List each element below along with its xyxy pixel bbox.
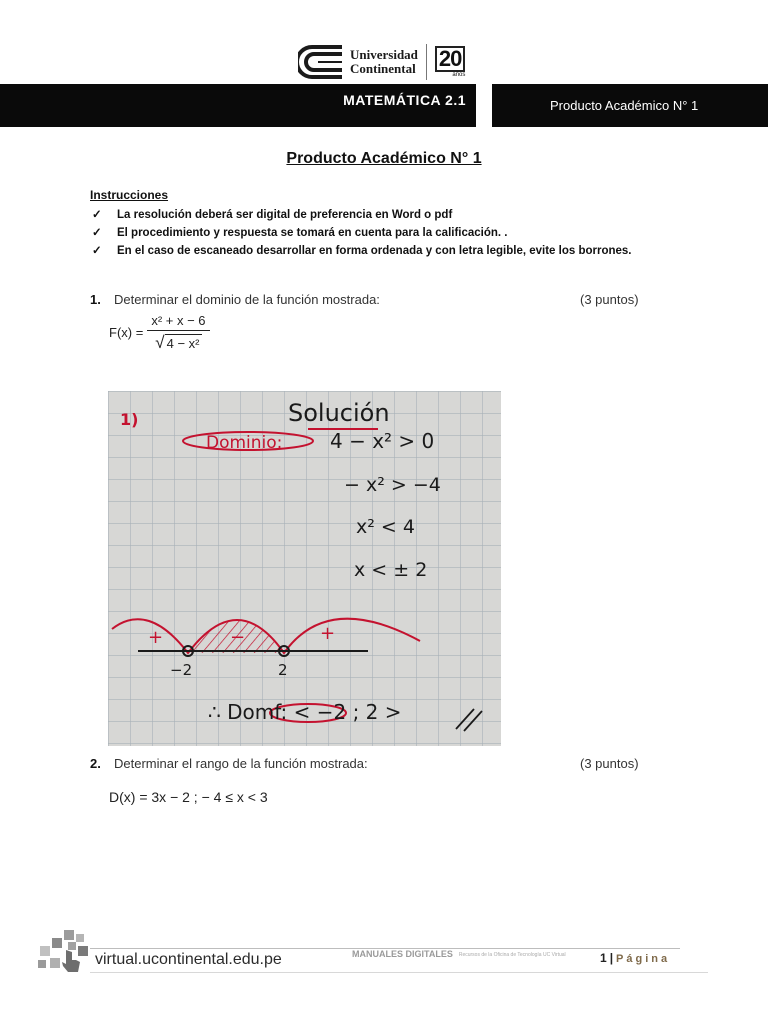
product-banner — [492, 84, 768, 127]
solution-step: x < ± 2 — [354, 559, 428, 581]
logo-separator — [426, 44, 427, 80]
square-root-icon: √ — [155, 333, 165, 352]
solution-heading: Solución — [288, 399, 390, 427]
question-1-formula — [109, 313, 210, 351]
course-banner — [0, 84, 476, 127]
checkmark-icon: ✓ — [92, 227, 102, 239]
sign-label: + — [320, 623, 336, 644]
question-number: 1. — [90, 292, 101, 307]
question-points: (3 puntos) — [580, 292, 639, 307]
fraction — [147, 313, 209, 351]
question-2 — [90, 756, 650, 771]
point-label: −2 — [170, 661, 193, 679]
fraction-numerator: x² + x − 6 — [147, 313, 209, 331]
manuales-digitales-logo — [352, 950, 566, 959]
solution-step: x² < 4 — [356, 516, 415, 538]
checkmark-icon: ✓ — [92, 209, 102, 221]
manuales-subtitle: Recursos de la Oficina de Tecnología UC Virtual — [458, 951, 566, 958]
product-title: Producto Académico N° 1 — [550, 98, 699, 113]
fraction-denominator: 4 − x² — [166, 336, 200, 351]
instructions-heading: Instrucciones — [90, 188, 169, 202]
document-title: Producto Académico N° 1 — [286, 150, 482, 167]
handwritten-solution-photo — [108, 391, 501, 746]
question-number: 2. — [90, 756, 101, 771]
question-points: (3 puntos) — [580, 756, 639, 771]
question-text: Determinar el rango de la función mostrada: — [114, 756, 368, 771]
page-number: 1 | Página — [600, 951, 671, 965]
solution-result: ∴ Domf: < −2 ; 2 > — [208, 700, 402, 724]
instructions-list — [92, 206, 632, 260]
question-1 — [90, 292, 650, 307]
solution-label: Dominio: — [206, 433, 283, 453]
footer-rule — [90, 972, 708, 973]
formula-lhs: F(x) = — [109, 324, 144, 340]
footer-url: virtual.ucontinental.edu.pe — [95, 951, 282, 968]
list-item: ✓ La resolución deberá ser digital de preferencia en Word o pdf — [92, 206, 632, 224]
university-logo-icon — [298, 44, 344, 80]
point-label: 2 — [278, 661, 288, 679]
university-name: Universidad Continental — [350, 47, 418, 76]
question-2-formula: D(x) = 3x − 2 ; − 4 ≤ x < 3 — [109, 789, 268, 805]
anniversary-word: años — [452, 72, 466, 78]
touch-pixels-icon — [38, 930, 90, 974]
solution-step: 4 − x² > 0 — [330, 429, 435, 453]
question-text: Determinar el dominio de la función mostrada: — [114, 292, 380, 307]
sign-label: − — [230, 627, 246, 648]
checkmark-icon: ✓ — [92, 245, 102, 257]
list-item: ✓ En el caso de escaneado desarrollar en forma ordenada y con letra legible, evite los borrones. — [92, 242, 632, 260]
anniversary-badge — [435, 46, 465, 78]
list-item: ✓ El procedimiento y respuesta se tomará en cuenta para la calificación. . — [92, 224, 632, 242]
course-title: MATEMÁTICA 2.1 — [343, 92, 466, 108]
solution-item-number: 1) — [120, 410, 139, 429]
solution-step: − x² > −4 — [344, 474, 441, 496]
sign-label: + — [148, 627, 164, 648]
anniversary-number: 20 — [435, 46, 465, 72]
manuales-title: MANUALES DIGITALES — [352, 949, 453, 959]
university-logo — [298, 44, 465, 80]
